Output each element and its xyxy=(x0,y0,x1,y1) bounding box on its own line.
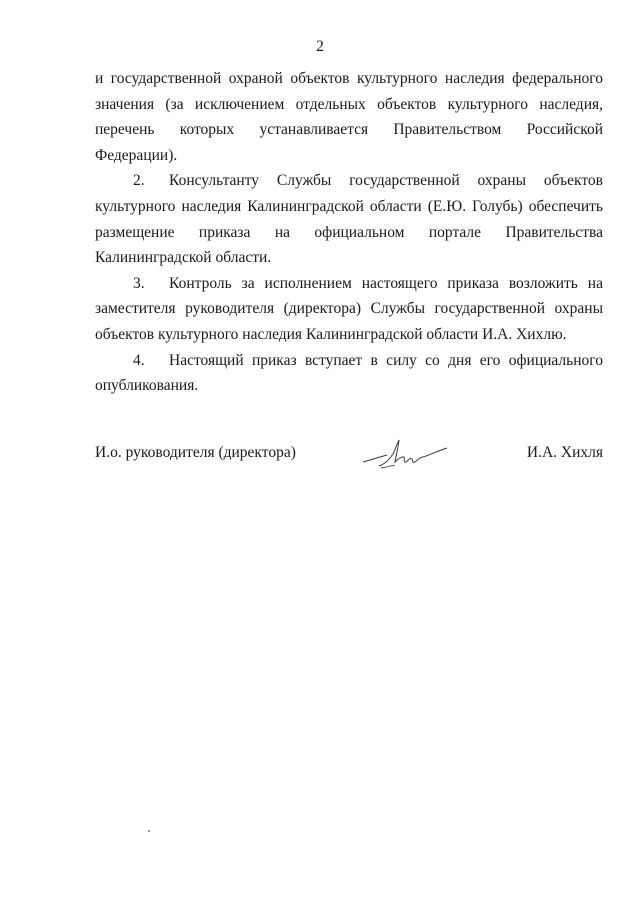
signatory-name: И.А. Хихля xyxy=(526,444,603,461)
paragraph-item-3 xyxy=(95,271,603,348)
scan-artifact xyxy=(148,830,150,832)
paragraph-text: Контроль за исполнением настоящего приказа возложить на заместителя руководителя (директора) Службы государственной охраны объектов культурного наследия Калининградской области И.А. Хихлю. xyxy=(95,274,603,343)
page-number: 2 xyxy=(316,38,324,55)
paragraph-continuation xyxy=(95,66,603,168)
document-body xyxy=(95,66,603,399)
paragraph-item-2 xyxy=(95,168,603,270)
handwritten-signature xyxy=(357,430,453,474)
signatory-title: И.о. руководителя (директора) xyxy=(95,444,296,461)
paragraph-text: Консультанту Службы государственной охраны объектов культурного наследия Калининградской области (Е.Ю. Голубь) обеспечить размещение приказа на официальном портале Правительства Калининградской области. xyxy=(95,172,603,267)
paragraph-number: 4. xyxy=(133,351,145,369)
paragraph-number: 2. xyxy=(133,172,145,190)
paragraph-number: 3. xyxy=(133,274,145,292)
paragraph-item-4 xyxy=(95,348,603,399)
paragraph-text: Настоящий приказ вступает в силу со дня его официального опубликования. xyxy=(95,351,603,395)
signature-block xyxy=(95,444,603,474)
paragraph-text: и государственной охраной объектов культурного наследия федерального значения (за исключением отдельных объектов культурного наследия, перечень которых устанавливается Правительством Российской Федерации). xyxy=(95,70,603,164)
